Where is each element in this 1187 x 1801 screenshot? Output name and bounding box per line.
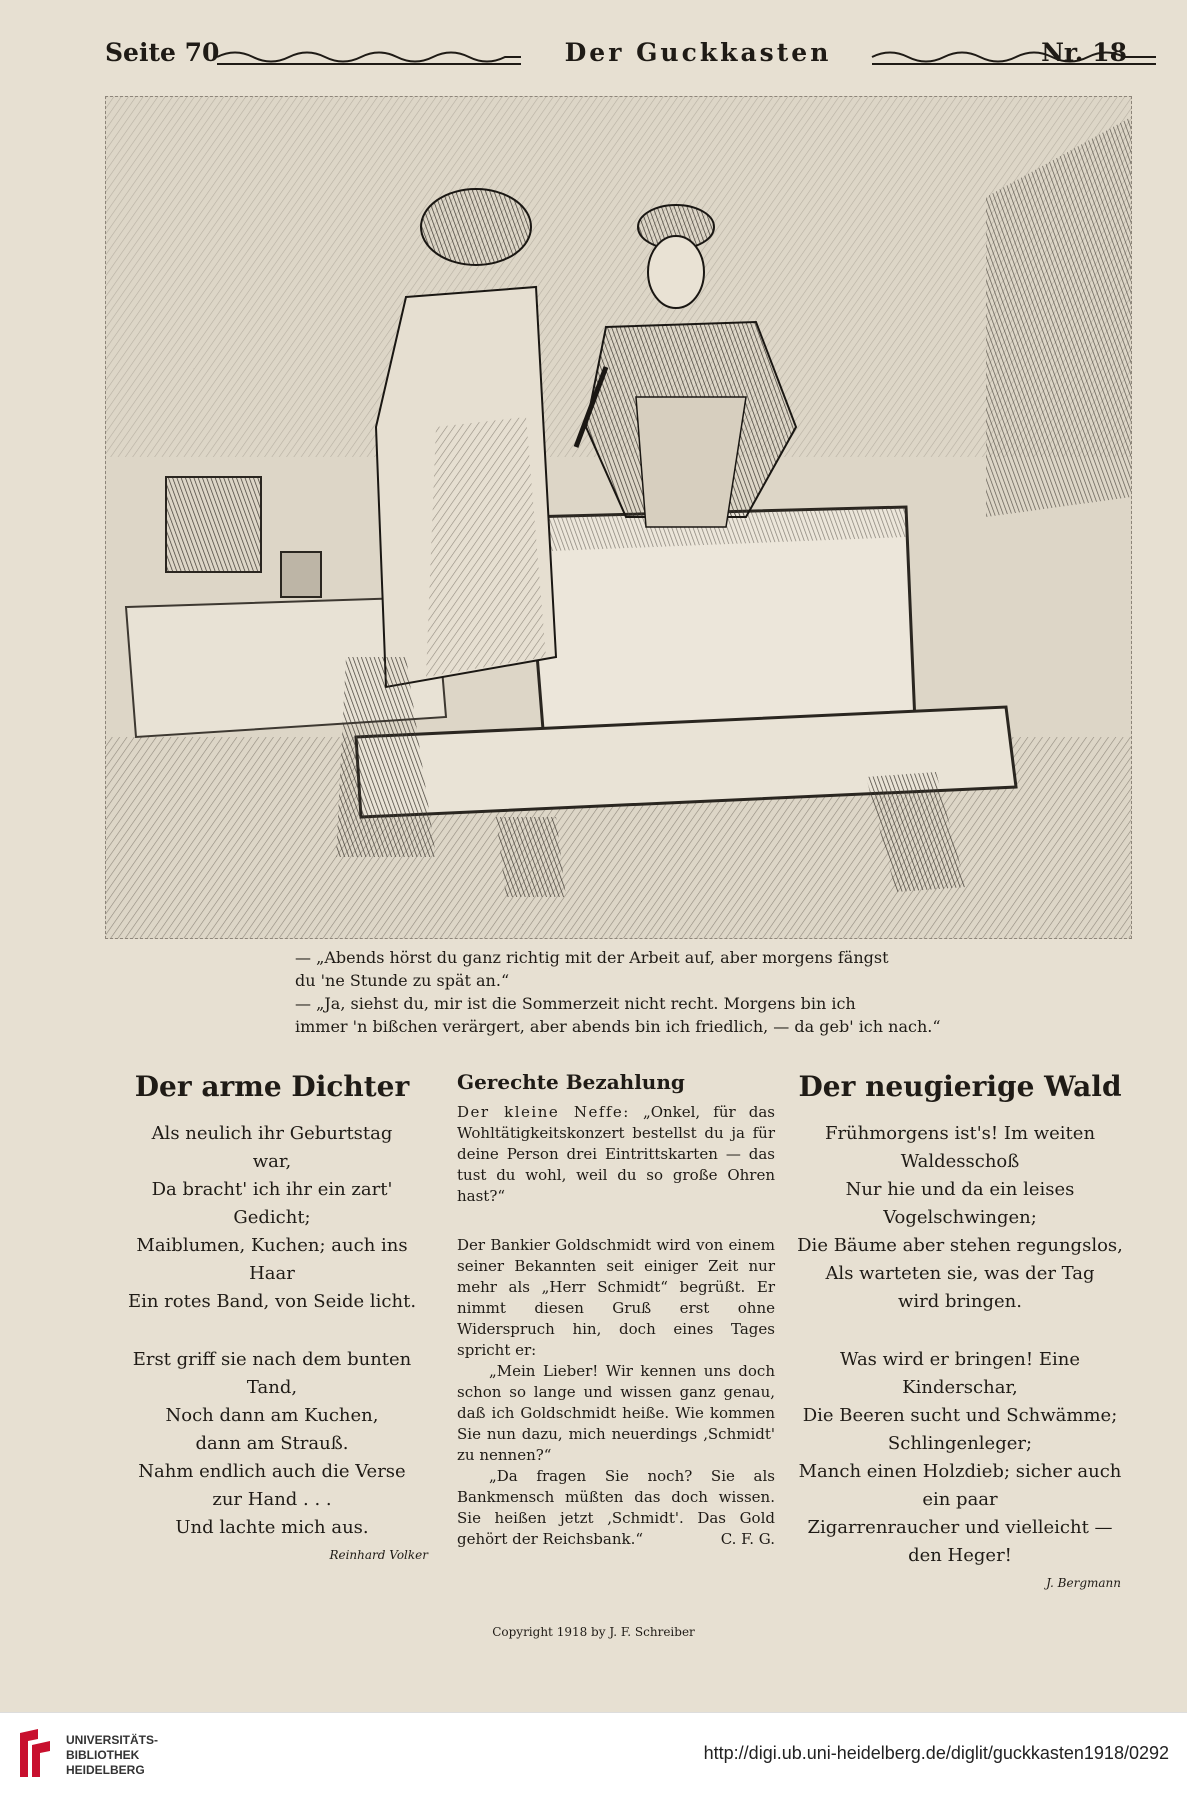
story-signature: C. F. G. [720, 1530, 775, 1548]
poem-line: Nahm endlich auch die Verse [138, 1461, 406, 1482]
magazine-title: Der Guckkasten [564, 38, 832, 67]
poem-line: Kinderschar, [902, 1377, 1018, 1398]
poem-line: Die Bäume aber stehen regungslos, [797, 1235, 1123, 1256]
institution-line: HEIDELBERG [66, 1763, 145, 1777]
library-footer [0, 1712, 1187, 1801]
poem-line: Frühmorgens ist's! Im weiten [824, 1123, 1096, 1144]
header-ornament-left [215, 46, 525, 68]
poem-line: Ein rotes Band, von Seide licht. [127, 1291, 417, 1312]
story-paragraph: Der Bankier Goldschmidt wird von einem seiner Bekannten seit einiger Zeit nur mehr als „Herr Schmidt“ begrüßt. Er nimmt diesen Gruß erst ohne Widerspruch hin, doch eines Tages spricht er: [457, 1236, 775, 1359]
stanza-break [795, 1316, 1125, 1346]
copyright-notice: Copyright 1918 by J. F. Schreiber [492, 1625, 695, 1639]
paragraph-text: „Da fragen Sie noch? Sie als Bankmensch müßten das doch wissen. Sie heißen jetzt ‚Schmidt'. Das Gold gehört der Reichsbank.“ [457, 1467, 775, 1548]
poem-line: Schlingenleger; [887, 1433, 1033, 1454]
poem-line: war, [252, 1151, 292, 1172]
story-title: Gerechte Bezahlung [457, 1070, 685, 1094]
paragraph-text: „Onkel, für das Wohltätigkeitskonzert bestellst du ja für deine Person drei Eintrittskarten — das tust du wohl, weil du so große Ohren hast?“ [457, 1103, 775, 1205]
poem-line: wird bringen. [898, 1291, 1022, 1312]
poem-line: zur Hand . . . [212, 1489, 332, 1510]
poem-line: ein paar [922, 1489, 998, 1510]
running-header [105, 38, 1127, 78]
institution-line: UNIVERSITÄTS- [66, 1733, 159, 1747]
illustration-caption [295, 946, 955, 1038]
poem-line: Erst griff sie nach dem bunten [132, 1349, 412, 1370]
poem-line: Gedicht; [233, 1207, 311, 1228]
poem-title: Der neugierige Wald [798, 1070, 1122, 1103]
poem-der-arme-dichter [112, 1070, 432, 1562]
stanza-break [112, 1316, 432, 1346]
speaker-label: Der kleine Neffe: [457, 1103, 630, 1121]
caption-line: — „Ja, siehst du, mir ist die Sommerzeit nicht recht. Morgens bin ich [295, 994, 856, 1013]
poem-line: Manch einen Holzdieb; sicher auch [798, 1461, 1122, 1482]
poem-line: Tand, [246, 1377, 298, 1398]
caption-line: du 'ne Stunde zu spät an.“ [295, 971, 510, 990]
poem-line: Zigarrenraucher und vielleicht — [807, 1517, 1113, 1538]
poem-line: Waldesschoß [900, 1151, 1020, 1172]
section-break [457, 1207, 775, 1235]
poem-line: Maiblumen, Kuchen; auch ins [136, 1235, 408, 1256]
page-number: Seite 70 [105, 38, 220, 67]
poem-line: Noch dann am Kuchen, [165, 1405, 379, 1426]
poem-line: Und lachte mich aus. [175, 1517, 369, 1538]
story-gerechte-bezahlung [457, 1070, 775, 1550]
university-library-logo-icon [16, 1727, 56, 1781]
poem-author: J. Bergmann [1046, 1576, 1121, 1590]
poem-line: Was wird er bringen! Eine [840, 1349, 1080, 1370]
engraving-illustration [105, 96, 1132, 939]
poem-line: Nur hie und da ein leises [845, 1179, 1075, 1200]
caption-line: immer 'n bißchen verärgert, aber abends bin ich friedlich, — da geb' ich nach.“ [295, 1017, 941, 1036]
poem-line: Als warteten sie, was der Tag [825, 1263, 1095, 1284]
poem-author: Reinhard Volker [329, 1548, 428, 1562]
poem-line: den Heger! [908, 1545, 1012, 1566]
poem-line: dann am Strauß. [195, 1433, 349, 1454]
institution-name [66, 1733, 158, 1778]
story-paragraph [457, 1466, 775, 1550]
caption-line: — „Abends hörst du ganz richtig mit der Arbeit auf, aber morgens fängst [295, 948, 889, 967]
poem-title: Der arme Dichter [134, 1070, 410, 1103]
source-url-link[interactable]: http://digi.ub.uni-heidelberg.de/diglit/guckkasten1918/0292 [703, 1743, 1169, 1763]
story-paragraph [457, 1102, 775, 1207]
institution-line: BIBLIOTHEK [66, 1748, 140, 1762]
poem-line: Als neulich ihr Geburtstag [151, 1123, 393, 1144]
story-paragraph: „Mein Lieber! Wir kennen uns doch schon so lange und wissen ganz genau, daß ich Goldschmidt heiße. Wie kommen Sie nun dazu, mich neuerdings ‚Schmidt' zu nennen?“ [457, 1362, 775, 1464]
poem-der-neugierige-wald [795, 1070, 1125, 1590]
poem-line: Haar [249, 1263, 295, 1284]
poem-line: Da bracht' ich ihr ein zart' [151, 1179, 393, 1200]
poem-line: Die Beeren sucht und Schwämme; [802, 1405, 1118, 1426]
issue-number: Nr. 18 [1041, 38, 1127, 67]
poem-line: Vogelschwingen; [883, 1207, 1037, 1228]
